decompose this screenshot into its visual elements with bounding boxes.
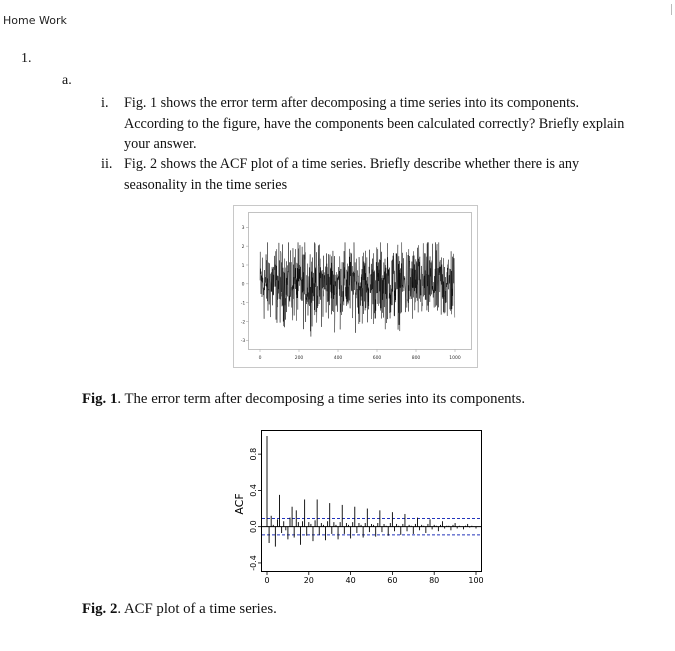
page-title: Home Work: [3, 14, 67, 27]
question-part-label: a.: [62, 73, 72, 88]
caption-text: . ACF plot of a time series.: [117, 601, 277, 617]
caption-label: Fig. 1: [82, 391, 118, 407]
question-item-1: [101, 93, 641, 155]
question-item-number: ii.: [101, 156, 113, 172]
x-tick-label: 200: [294, 356, 304, 361]
question-item-2: [101, 154, 641, 195]
x-tick-label: 60: [387, 576, 398, 585]
figure-2-caption: [82, 601, 277, 618]
y-tick-label: -2: [240, 320, 246, 326]
question-item-number: i.: [101, 95, 109, 111]
x-tick-label: 800: [411, 356, 421, 361]
y-tick-label: 3: [241, 226, 245, 232]
question-item-text: Fig. 2 shows the ACF plot of a time series. Briefly describe whether there is any seasonality in the time series: [124, 156, 580, 193]
x-tick-label: 1000: [449, 356, 461, 361]
y-tick-label: 1: [241, 263, 245, 269]
y-tick-label: -0.4: [249, 555, 258, 571]
x-tick-label: 0: [258, 356, 262, 361]
plot-frame: [262, 431, 482, 572]
caption-label: Fig. 2: [82, 601, 118, 617]
x-tick-label: 100: [468, 576, 484, 585]
x-tick-label: 20: [303, 576, 314, 585]
question-item-text: Fig. 1 shows the error term after decomposing a time series into its components. According to the figure, have the components been calculated correctly? Briefly explain your answer.: [124, 95, 625, 152]
x-tick-label: 0: [264, 576, 270, 585]
x-tick-label: 40: [345, 576, 356, 585]
figure-1-caption: [82, 391, 525, 408]
x-tick-label: 80: [429, 576, 440, 585]
y-tick-label: -3: [240, 339, 246, 345]
error-term-figure: [233, 205, 478, 368]
x-tick-label: 400: [333, 356, 343, 361]
x-tick-label: 600: [372, 356, 382, 361]
acf-figure: [227, 426, 489, 588]
window-edge-marker: [671, 4, 672, 15]
y-axis-label: ACF: [233, 493, 246, 515]
question-number: 1.: [21, 51, 32, 66]
y-tick-label: 0: [241, 282, 245, 288]
y-tick-label: -1: [240, 301, 246, 307]
y-tick-label: 2: [241, 244, 245, 250]
y-tick-label: 0.0: [249, 520, 258, 534]
y-tick-label: 0.8: [249, 447, 258, 461]
y-tick-label: 0.4: [249, 484, 258, 497]
caption-text: . The error term after decomposing a time series into its components.: [117, 391, 526, 407]
